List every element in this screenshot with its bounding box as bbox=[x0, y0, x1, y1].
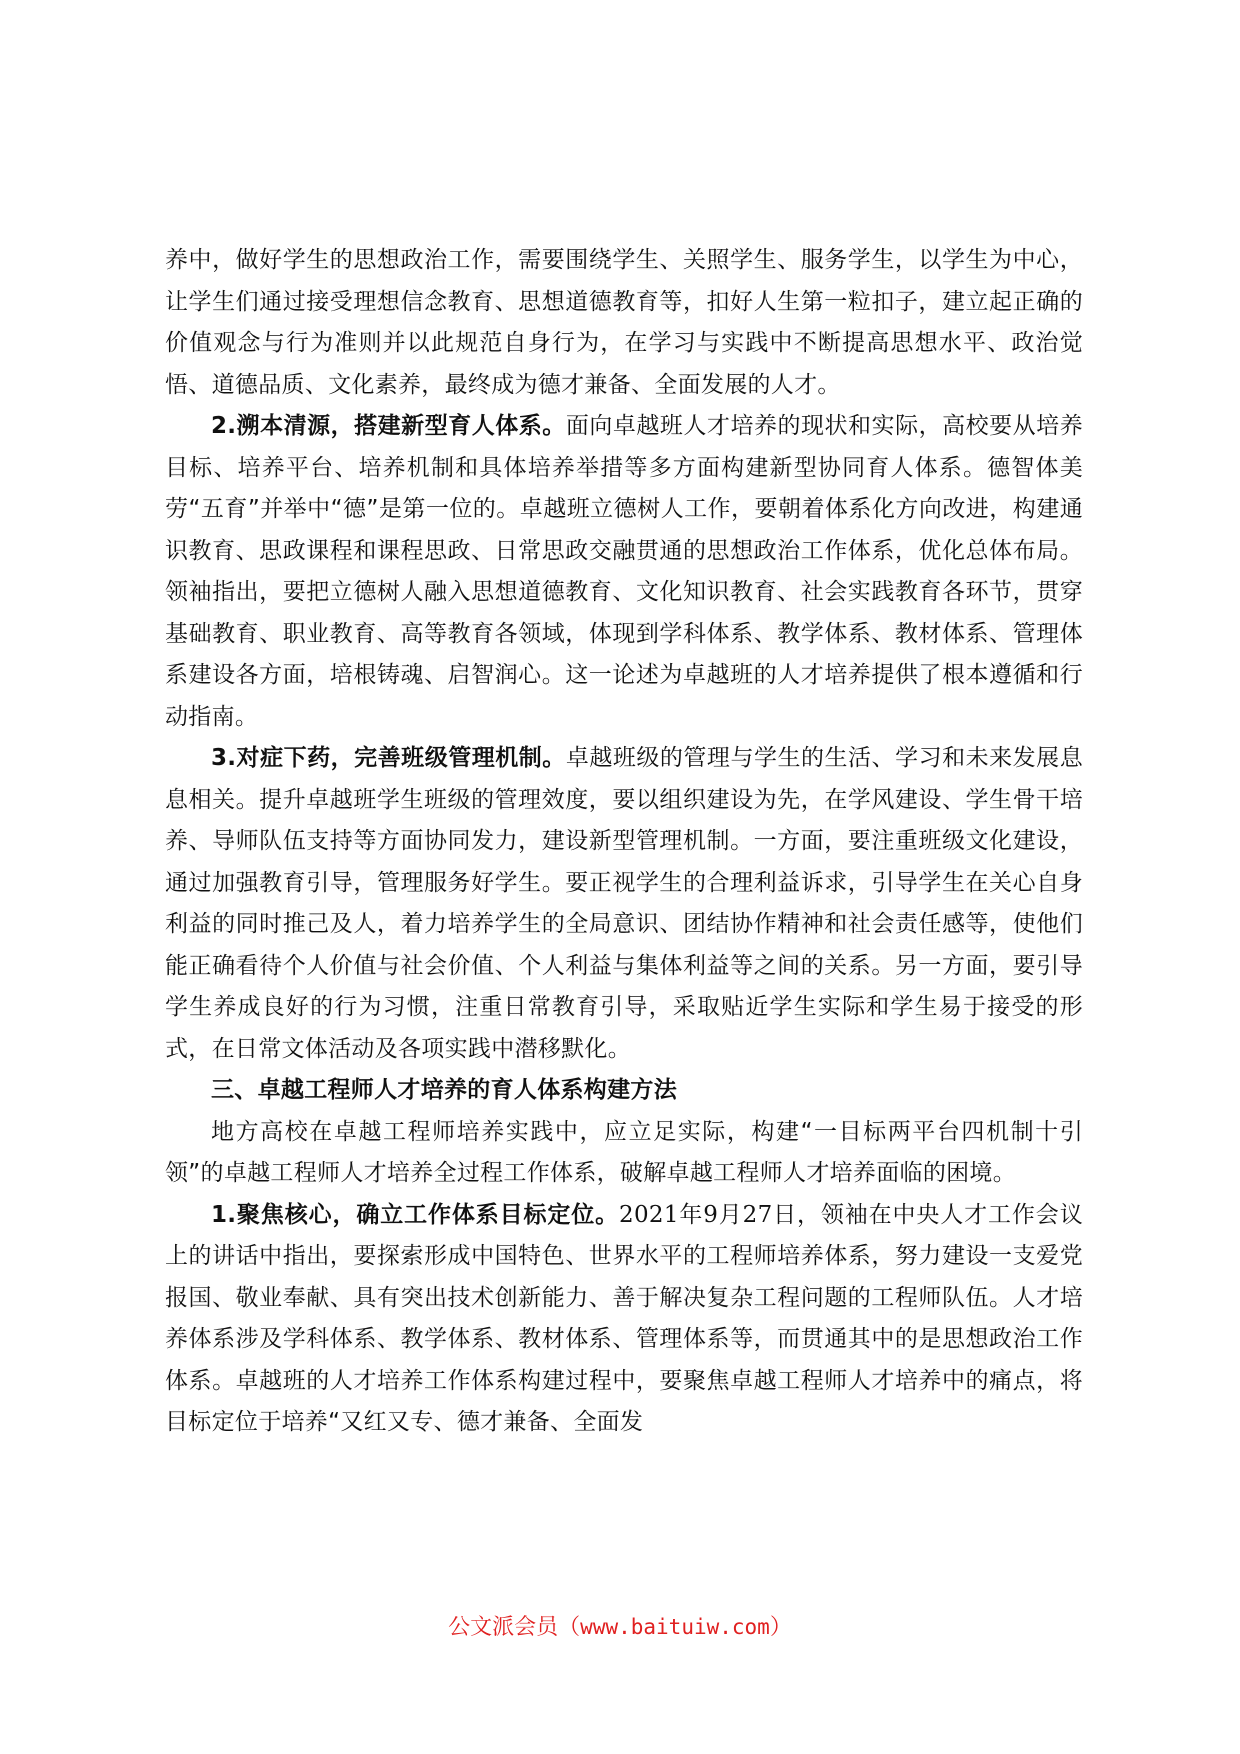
paragraph-item-2 bbox=[165, 406, 1083, 738]
item-2-lead: 2.溯本清源，搭建新型育人体系。 bbox=[211, 413, 566, 439]
paragraph-section-intro: 地方高校在卓越工程师培养实践中，应立足实际，构建“一目标两平台四机制十引领”的卓越工程师人才培养全过程工作体系，破解卓越工程师人才培养面临的困境。 bbox=[165, 1118, 1083, 1186]
item-3-body: 卓越班级的管理与学生的生活、学习和未来发展息息相关。提升卓越班学生班级的管理效度，要以组织建设为先，在学风建设、学生骨干培养、导师队伍支持等方面协同发力，建设新型管理机制。一方面，要注重班级文化建设，通过加强教育引导，管理服务好学生。要正视学生的合理利益诉求，引导学生在关心自身利益的同时推己及人，着力培养学生的全局意识、团结协作精神和社会责任感等，使他们能正确看待个人价值与社会价值、个人利益与集体利益等之间的关系。另一方面，要引导学生养成良好的行为习惯，注重日常教育引导，采取贴近学生实际和学生易于接受的形式，在日常文体活动及各项实践中潜移默化。 bbox=[165, 745, 1083, 1062]
item-1-body: ，领袖在中央人才工作会议上的讲话中指出，要探索形成中国特色、世界水平的工程师培养体系，努力建设一支爱党报国、敬业奉献、具有突出技术创新能力、善于解决复杂工程问题的工程师队伍。人才培养体系涉及学科体系、教学体系、教材体系、管理体系等，而贯通其中的是思想政治工作体系。卓越班的人才培养工作体系构建过程中，要聚焦卓越工程师人才培养中的痛点，将目标定位于培养“又红又专、德才兼备、全面发 bbox=[165, 1201, 1083, 1435]
paragraph-item-1 bbox=[165, 1195, 1083, 1444]
footer-url[interactable]: www.baituiw.com bbox=[580, 1615, 770, 1639]
paragraph-continued: 养中，做好学生的思想政治工作，需要围绕学生、关照学生、服务学生，以学生为中心，让学生们通过接受理想信念教育、思想道德教育等，扣好人生第一粒扣子，建立起正确的价值观念与行为准则并以此规范自身行为，在学习与实践中不断提高思想水平、政治觉悟、道德品质、文化素养，最终成为德才兼备、全面发展的人才。 bbox=[165, 247, 1083, 398]
item-3-lead: 3.对症下药，完善班级管理机制。 bbox=[211, 745, 566, 771]
item-2-body: 面向卓越班人才培养的现状和实际，高校要从培养目标、培养平台、培养机制和具体培养举措等多方面构建新型协同育人体系。德智体美劳“五育”并举中“德”是第一位的。卓越班立德树人工作，要朝着体系化方向改进，构建通识教育、思政课程和课程思政、日常思政交融贯通的思想政治工作体系，优化总体布局。领袖指出，要把立德树人融入思想道德教育、文化知识教育、社会实践教育各环节，贯穿基础教育、职业教育、高等教育各领域，体现到学科体系、教学体系、教材体系、管理体系建设各方面，培根铸魂、启智润心。这一论述为卓越班的人才培养提供了根本遵循和行动指南。 bbox=[165, 413, 1083, 730]
footer-close: ） bbox=[769, 1615, 792, 1640]
item-1-lead: 1.聚焦核心，确立工作体系目标定位。 bbox=[211, 1201, 620, 1228]
footer-brand: 公文派会员（ bbox=[448, 1615, 581, 1640]
footer-watermark bbox=[0, 1610, 1240, 1641]
document-body bbox=[165, 240, 1083, 1444]
item-1-date: 2021年9月27日 bbox=[619, 1201, 797, 1228]
paragraph-item-3 bbox=[165, 738, 1083, 1070]
section-heading-3: 三、卓越工程师人才培养的育人体系构建方法 bbox=[211, 1077, 677, 1103]
